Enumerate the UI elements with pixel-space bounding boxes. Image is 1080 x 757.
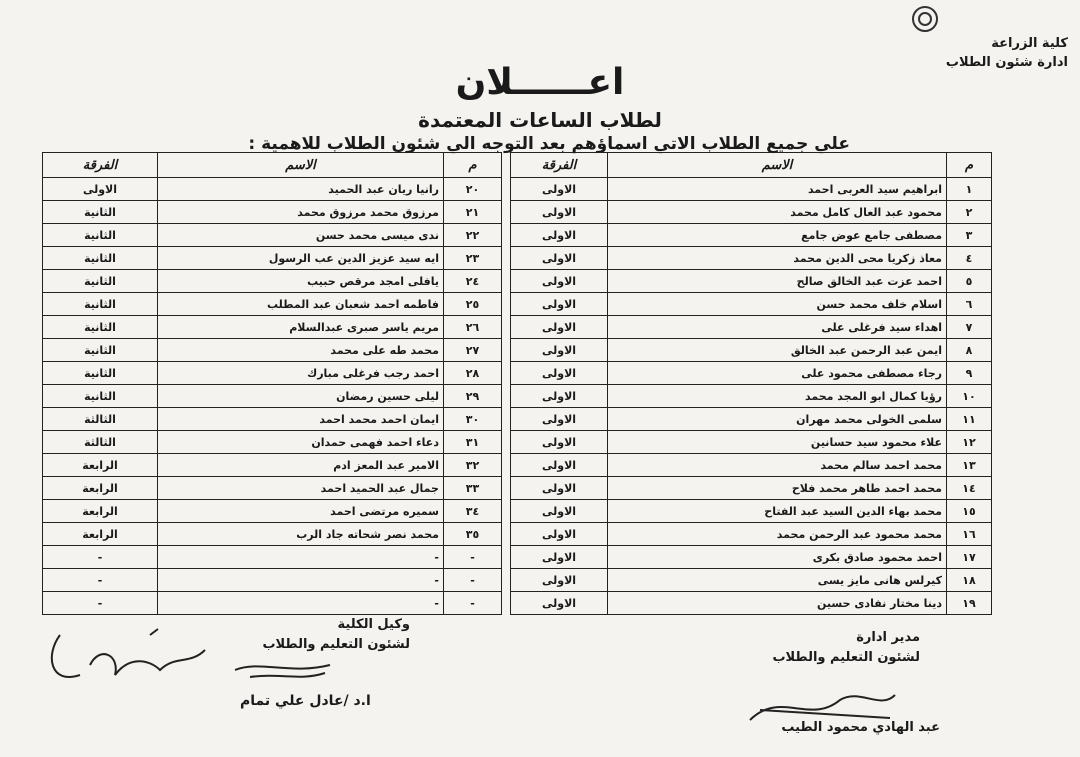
name-cell: محمد احمد سالم محمد — [608, 454, 947, 477]
name-cell: - — [157, 592, 443, 615]
name-cell: احمد محمود صادق بكرى — [608, 546, 947, 569]
name-cell: الامير عبد المعز ادم — [157, 454, 443, 477]
num-cell: ٢٧ — [443, 339, 501, 362]
name-cell: رؤيا كمال ابو المجد محمد — [608, 385, 947, 408]
handwritten-signature-icon — [40, 615, 220, 695]
num-cell: ٣٥ — [443, 523, 501, 546]
name-cell: محمد احمد طاهر محمد فلاح — [608, 477, 947, 500]
class-cell: - — [43, 569, 158, 592]
name-cell: ندى ميسى محمد حسن — [157, 224, 443, 247]
director-name: عبد الهادي محمود الطيب — [781, 720, 940, 735]
class-cell: الثالثة — [43, 431, 158, 454]
name-cell: - — [157, 569, 443, 592]
director-subtitle: لشئون التعليم والطلاب — [772, 650, 920, 665]
table-row — [511, 178, 992, 201]
class-cell: الثانية — [43, 293, 158, 316]
class-cell: الاولى — [511, 201, 608, 224]
table-header-row — [43, 153, 502, 178]
students-tables — [42, 152, 992, 630]
table-row — [43, 546, 502, 569]
table-row — [43, 178, 502, 201]
table-row — [43, 293, 502, 316]
class-cell: الاولى — [511, 592, 608, 615]
name-cell: ايمن عبد الرحمن عبد الخالق — [608, 339, 947, 362]
num-cell: ١٥ — [947, 500, 992, 523]
name-cell: محمود عبد العال كامل محمد — [608, 201, 947, 224]
num-cell: ٥ — [947, 270, 992, 293]
num-cell: ٢٣ — [443, 247, 501, 270]
table-row — [43, 569, 502, 592]
header-class: الفرقة — [43, 153, 158, 178]
num-cell: ١٣ — [947, 454, 992, 477]
class-cell: - — [43, 592, 158, 615]
announcement-subtitle: لطلاب الساعات المعتمدة — [418, 108, 662, 132]
name-cell: ابراهيم سيد العربى احمد — [608, 178, 947, 201]
header-class: الفرقة — [511, 153, 608, 178]
num-cell: ١٢ — [947, 431, 992, 454]
table-row — [43, 247, 502, 270]
table-row — [511, 270, 992, 293]
name-cell: معاذ زكريا محى الدين محمد — [608, 247, 947, 270]
header-name: الاسم — [608, 153, 947, 178]
name-cell: محمد طه على محمد — [157, 339, 443, 362]
num-cell: ٦ — [947, 293, 992, 316]
num-cell: ٤ — [947, 247, 992, 270]
class-cell: الاولى — [511, 316, 608, 339]
class-cell: الاولى — [511, 408, 608, 431]
class-cell: الاولى — [511, 454, 608, 477]
name-cell: احمد رجب فرغلى مبارك — [157, 362, 443, 385]
name-cell: يافلى امجد مرقص حبيب — [157, 270, 443, 293]
name-cell: رجاء مصطفى محمود على — [608, 362, 947, 385]
name-cell: مريم ياسر صبرى عبدالسلام — [157, 316, 443, 339]
num-cell: ٩ — [947, 362, 992, 385]
students-table-left — [42, 152, 502, 615]
name-cell: ليلى حسين رمضان — [157, 385, 443, 408]
class-cell: الثانية — [43, 270, 158, 293]
table-row — [511, 592, 992, 615]
name-cell: اسلام خلف محمد حسن — [608, 293, 947, 316]
num-cell: ١٦ — [947, 523, 992, 546]
table-row — [511, 201, 992, 224]
class-cell: الاولى — [511, 224, 608, 247]
class-cell: الاولى — [511, 385, 608, 408]
director-title: مدير ادارة — [856, 630, 920, 645]
table-row — [511, 546, 992, 569]
announcement-intro: علي جميع الطلاب الاتي اسماؤهم بعد التوجه الي شئون الطلاب للاهمية : — [248, 134, 850, 154]
name-cell: مصطفى جامع عوض جامع — [608, 224, 947, 247]
university-seal-icon — [912, 6, 938, 32]
num-cell: ٢٩ — [443, 385, 501, 408]
class-cell: الاولى — [511, 178, 608, 201]
table-row — [511, 500, 992, 523]
table-row — [43, 270, 502, 293]
class-cell: الثانية — [43, 247, 158, 270]
class-cell: الرابعة — [43, 454, 158, 477]
name-cell: دينا مختار نفادى حسين — [608, 592, 947, 615]
table-row — [511, 385, 992, 408]
table-row — [43, 592, 502, 615]
num-cell: ٣٤ — [443, 500, 501, 523]
table-row — [511, 293, 992, 316]
table-row — [511, 316, 992, 339]
name-cell: محمد نصر شحاته جاد الرب — [157, 523, 443, 546]
class-cell: الاولى — [511, 247, 608, 270]
header-name: الاسم — [157, 153, 443, 178]
name-cell: كيرلس هانى مايز يسى — [608, 569, 947, 592]
class-cell: الاولى — [511, 523, 608, 546]
class-cell: الاولى — [511, 569, 608, 592]
num-cell: ٨ — [947, 339, 992, 362]
class-cell: الثانية — [43, 362, 158, 385]
name-cell: محمد محمود عبد الرحمن محمد — [608, 523, 947, 546]
table-row — [43, 385, 502, 408]
name-cell: سميره مرتضى احمد — [157, 500, 443, 523]
num-cell: ١٩ — [947, 592, 992, 615]
vice-dean-signature-icon — [230, 655, 340, 685]
name-cell: فاطمه احمد شعبان عبد المطلب — [157, 293, 443, 316]
students-table-right — [510, 152, 992, 615]
num-cell: - — [443, 569, 501, 592]
table-row — [43, 339, 502, 362]
table-header-row — [511, 153, 992, 178]
header-num: م — [443, 153, 501, 178]
name-cell: سلمى الخولى محمد مهران — [608, 408, 947, 431]
director-signature-icon — [740, 680, 900, 730]
name-cell: مرزوق محمد مرزوق محمد — [157, 201, 443, 224]
name-cell: جمال عبد الحميد احمد — [157, 477, 443, 500]
num-cell: - — [443, 592, 501, 615]
faculty-name: كلية الزراعة — [991, 36, 1068, 51]
table-row — [43, 454, 502, 477]
name-cell: محمد بهاء الدين السيد عبد الفتاح — [608, 500, 947, 523]
table-row — [511, 569, 992, 592]
name-cell: علاء محمود سيد حسانين — [608, 431, 947, 454]
class-cell: الاولى — [511, 362, 608, 385]
vice-dean-signature-block — [210, 615, 410, 655]
table-row — [43, 224, 502, 247]
num-cell: ٢١ — [443, 201, 501, 224]
num-cell: ٢٢ — [443, 224, 501, 247]
table-row — [511, 477, 992, 500]
vice-dean-name: ا.د /عادل علي تمام — [240, 693, 371, 709]
department-name: ادارة شئون الطلاب — [945, 55, 1068, 70]
num-cell: ٣٠ — [443, 408, 501, 431]
table-row — [43, 362, 502, 385]
table-row — [511, 247, 992, 270]
class-cell: - — [43, 546, 158, 569]
name-cell: ايمان احمد محمد احمد — [157, 408, 443, 431]
name-cell: احمد عزت عبد الخالق صالح — [608, 270, 947, 293]
class-cell: الاولى — [511, 431, 608, 454]
class-cell: الاولى — [511, 546, 608, 569]
name-cell: دعاء احمد فهمى حمدان — [157, 431, 443, 454]
name-cell: اهداء سيد فرغلى على — [608, 316, 947, 339]
class-cell: الرابعة — [43, 500, 158, 523]
table-row — [511, 523, 992, 546]
num-cell: ٢٠ — [443, 178, 501, 201]
num-cell: ١٠ — [947, 385, 992, 408]
num-cell: ٣٣ — [443, 477, 501, 500]
num-cell: ٢٦ — [443, 316, 501, 339]
table-row — [43, 500, 502, 523]
table-row — [43, 477, 502, 500]
vice-dean-title: وكيل الكلية — [337, 617, 410, 632]
class-cell: الاولى — [511, 500, 608, 523]
num-cell: ١٧ — [947, 546, 992, 569]
class-cell: الاولى — [511, 293, 608, 316]
num-cell: ٣١ — [443, 431, 501, 454]
num-cell: ١ — [947, 178, 992, 201]
num-cell: ٣٢ — [443, 454, 501, 477]
header-num: م — [947, 153, 992, 178]
table-row — [43, 316, 502, 339]
name-cell: رانيا ريان عبد الحميد — [157, 178, 443, 201]
table-row — [511, 408, 992, 431]
table-row — [511, 362, 992, 385]
table-row — [43, 523, 502, 546]
class-cell: الاولى — [511, 270, 608, 293]
class-cell: الثانية — [43, 201, 158, 224]
class-cell: الثانية — [43, 385, 158, 408]
name-cell: - — [157, 546, 443, 569]
num-cell: ٣ — [947, 224, 992, 247]
table-row — [43, 431, 502, 454]
class-cell: الثانية — [43, 316, 158, 339]
class-cell: الاولى — [511, 477, 608, 500]
num-cell: ١٤ — [947, 477, 992, 500]
class-cell: الاولى — [43, 178, 158, 201]
vice-dean-subtitle: لشئون التعليم والطلاب — [262, 637, 410, 652]
table-row — [43, 201, 502, 224]
table-row — [511, 454, 992, 477]
class-cell: الرابعة — [43, 523, 158, 546]
num-cell: ٧ — [947, 316, 992, 339]
num-cell: ٢٤ — [443, 270, 501, 293]
num-cell: ٢٥ — [443, 293, 501, 316]
num-cell: ١٨ — [947, 569, 992, 592]
num-cell: ٢ — [947, 201, 992, 224]
num-cell: ١١ — [947, 408, 992, 431]
class-cell: الثانية — [43, 339, 158, 362]
class-cell: الثالثة — [43, 408, 158, 431]
director-signature-block — [700, 628, 920, 668]
table-row — [511, 224, 992, 247]
num-cell: ٢٨ — [443, 362, 501, 385]
name-cell: ايه سيد عزيز الدين عب الرسول — [157, 247, 443, 270]
num-cell: - — [443, 546, 501, 569]
class-cell: الاولى — [511, 339, 608, 362]
class-cell: الرابعة — [43, 477, 158, 500]
table-row — [511, 339, 992, 362]
table-row — [511, 431, 992, 454]
class-cell: الثانية — [43, 224, 158, 247]
announcement-title: اعــــــلان — [455, 62, 625, 103]
table-row — [43, 408, 502, 431]
